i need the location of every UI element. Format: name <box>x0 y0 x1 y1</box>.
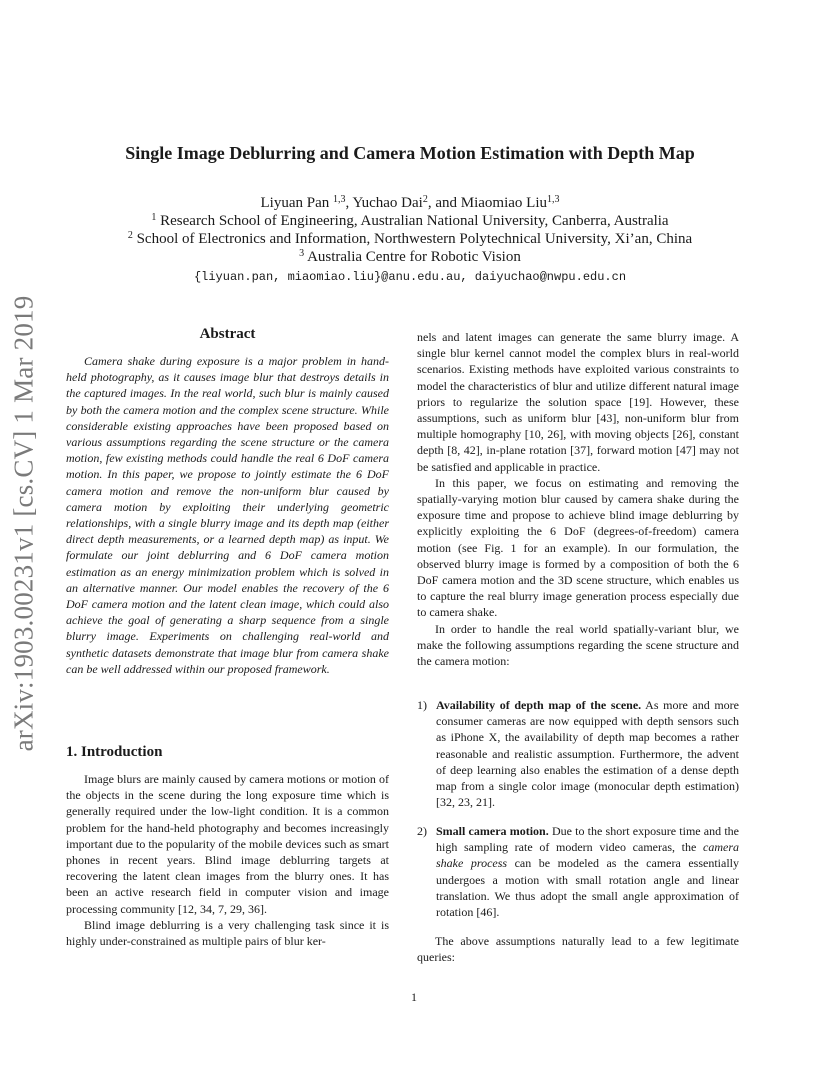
intro-paragraph-2: Blind image deblurring is a very challenging task since it is highly under-constrained as multiple pairs of blur ker- <box>66 917 389 949</box>
author-sup: 1,3 <box>547 194 560 205</box>
abstract-heading: Abstract <box>199 326 256 342</box>
list-number: 2) <box>417 824 427 838</box>
affiliation-2 <box>60 230 760 248</box>
affiliation-sup: 1 <box>151 212 157 223</box>
introduction-body <box>66 771 389 949</box>
affiliation-text: Australia Centre for Robotic Vision <box>304 249 521 265</box>
author-block <box>60 194 760 286</box>
assumption-item-2 <box>417 823 739 920</box>
affiliation-sup: 3 <box>299 248 305 259</box>
author-sep: , <box>345 195 353 211</box>
queries-paragraph <box>417 933 739 965</box>
page-number: 1 <box>411 990 417 1004</box>
arxiv-stamp-text: arXiv:1903.00231v1 [cs.CV] 1 Mar 2019 <box>8 295 39 752</box>
affiliation-3 <box>60 248 760 266</box>
list-number: 1) <box>417 698 427 712</box>
affiliation-1 <box>60 212 760 230</box>
affiliation-text: Research School of Engineering, Australian National University, Canberra, Australia <box>156 213 669 229</box>
intro-paragraph-1: Image blurs are mainly caused by camera motions or motion of the objects in the scene during the long exposure time which is generally required under the low-light condition. It is a common problem for the hand-held photography and becomes increasingly important due to the popularity of the mobile devices such as smart phones in recent years. Blind image deblurring targets at recovering the latent clean images from the blurry ones. It has been an active research field in computer vision and image processing community [12, 34, 7, 29, 36]. <box>66 772 389 916</box>
assumption-text: As more and more consumer cameras are now equipped with depth sensors such as iPhone X, the availability of depth map becomes a rather reasonable and realistic assumption. Furthermore, the advent of deep learning also enables the estimation of a dense depth map from a single color image (monocular depth estimation) [32, 23, 21]. <box>436 698 739 810</box>
section-heading-introduction: 1. Introduction <box>66 744 163 760</box>
author-name: Yuchao Dai <box>352 195 423 211</box>
assumption-title: Availability of depth map of the scene. <box>436 698 642 712</box>
right-paragraph-4: The above assumptions naturally lead to a few legitimate queries: <box>417 934 739 965</box>
right-paragraph-2: In this paper, we focus on estimating and removing the spatially-varying motion blur caused by camera shake during the exposure time and propose to achieve blind image deblurring by explicitly exploiting the 6 DoF (degrees-of-freedom) camera motion (see Fig. 1 for an example). In our formulation, the observed blurry image is formed by a composition of both the 6 DoF camera motion and the 3D scene structure, which enables us to capture the real blurry image generation process especially due to camera shake. <box>417 475 739 620</box>
right-column-text <box>417 329 739 669</box>
author-sup: 2 <box>422 194 428 205</box>
author-sup: 1,3 <box>332 194 346 205</box>
author-name: Miaomiao Liu <box>460 195 548 211</box>
assumption-emphasis: camera shake process <box>436 840 739 871</box>
assumption-text: can be modeled as the camera essentially undergoes a motion with small rotation angle and linear translation. We thus adopt the small angle approximation of rotation [46]. <box>436 856 739 920</box>
author-sep: , and <box>427 195 461 211</box>
author-emails: {liyuan.pan, miaomiao.liu}@anu.edu.au, daiyuchao@nwpu.edu.cn <box>193 270 627 284</box>
assumption-text: Due to the short exposure time and the high sampling rate of modern video cameras, the <box>436 824 740 855</box>
affiliation-text: School of Electronics and Information, Northwestern Polytechnical University, Xi’an, China <box>132 231 693 247</box>
author-name: Liyuan Pan <box>260 195 333 211</box>
assumption-title: Small camera motion. <box>436 824 549 838</box>
right-paragraph-3: In order to handle the real world spatially-variant blur, we make the following assumptions regarding the scene structure and the camera motion: <box>417 621 739 669</box>
affiliation-sup: 2 <box>127 230 133 241</box>
author-line <box>60 194 760 212</box>
right-paragraph-1: nels and latent images can generate the same blurry image. A single blur kernel cannot model the complex blurs in real-world scenarios. Existing methods have exploited various constraints to model the characteristics of blur and utilize different natural image priors to regularize the solution space [19]. However, these assumptions, such as uniform blur [43], non-uniform blur from multiple homography [10, 26], with moving objects [26], constant depth [8, 42], in-plane rotation [37], forward motion [47] may not be satisfied and applicable in practice. <box>417 330 739 474</box>
paper-title: Single Image Deblurring and Camera Motion Estimation with Depth Map <box>125 143 695 163</box>
abstract-body <box>66 353 389 677</box>
abstract-text: Camera shake during exposure is a major problem in hand-held photography, as it causes image blur that destroys details in the captured images. In the real world, such blur is mainly caused by both the camera motion and the complex scene structure. While considerable existing approaches have been proposed based on various assumptions regarding the scene structure or the camera motion, few existing methods could handle the real 6 DoF camera motion. In this paper, we propose to jointly estimate the 6 DoF camera motion and remove the non-uniform blur caused by camera motion by exploiting their underlying geometric relationships, with a single blurry image and its depth map (either direct depth measurements, or a learned depth map) as input. We formulate our joint deblurring and 6 DoF camera motion estimation as an energy minimization problem which is solved in an alternative manner. Our model enables the recovery of the 6 DoF camera motion and the latent clean image, which could also achieve the goal of generating a sharp sequence from a single blurry image. Experiments on challenging real-world and synthetic datasets demonstrate that image blur from camera shake can be well addressed within our proposed framework. <box>66 354 389 676</box>
assumption-item-1 <box>417 697 739 810</box>
